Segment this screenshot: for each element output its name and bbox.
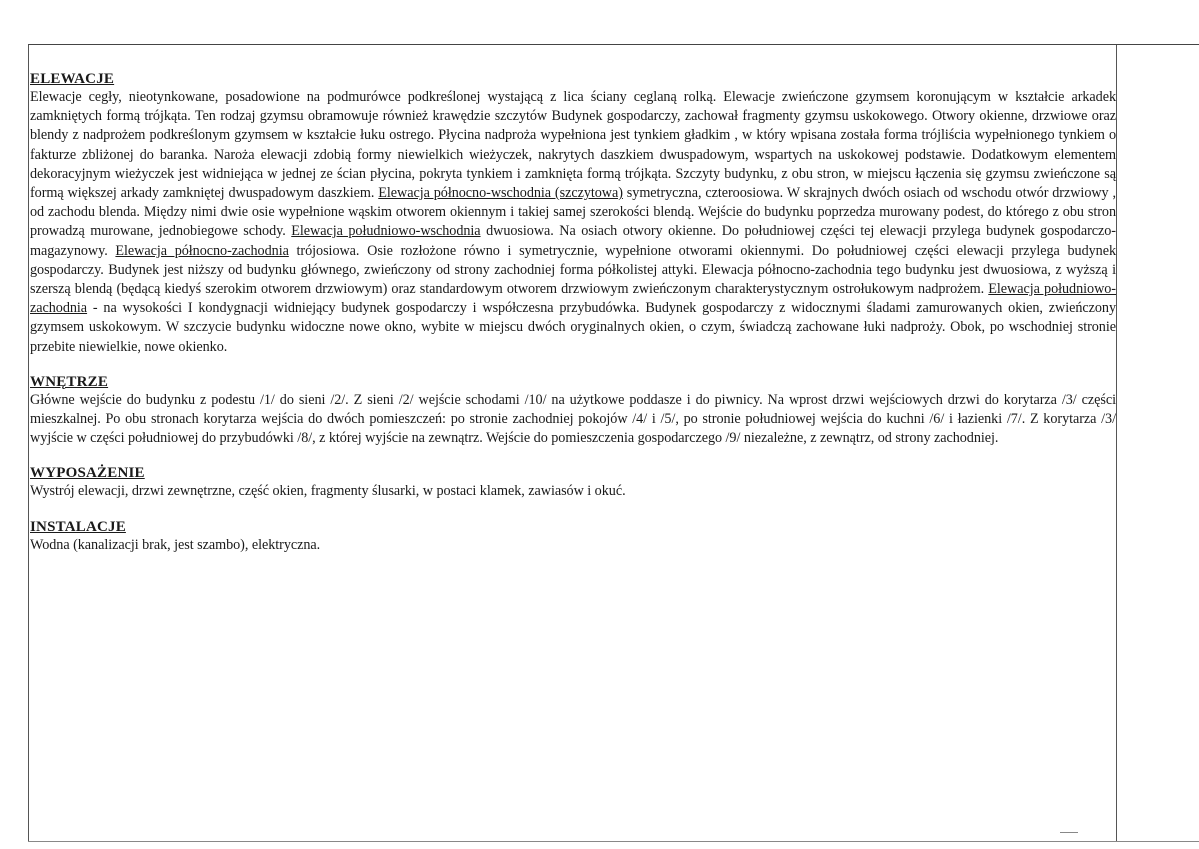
section-paragraph <box>30 482 1116 501</box>
frame-bottom-line <box>28 841 1199 842</box>
underlined-term: Elewacja południowo-wschodnia <box>291 223 481 240</box>
text-run: dwuosiowa. Na osiach otwory okienne. Do południowej części tej elewacji przylega budynek gospodarczo-magazynowy. <box>30 223 1116 259</box>
section-heading: WYPOSAŻENIE <box>30 465 145 482</box>
section-paragraph <box>30 536 1116 555</box>
text-run: trójosiowa. Osie rozłożone równo i symetrycznie, wypełnione otworami okiennymi. Do południowej części elewacji przylega budynek gospodarczy. Budynek jest niższy od budynku głównego, zwieńczony od strony zachodniej forma półkolistej attyki. Elewacja północno-zachodnia tego budynku jest dwuosiowa, z wyższą i szerszą blendą (będącą kiedyś szerokim otworem drzwiowym) oraz standardowym otworem drzwiowym zwieńczonym charakterystycznym ostrołukowym nadprożem. <box>30 242 1117 298</box>
section-instalacje <box>30 518 1116 555</box>
text-run: Główne wejście do budynku z podestu /1/ do sieni /2/. Z sieni /2/ wejście schodami /10/ na użytkowe poddasze i do piwnicy. Na wprost drzwi wejściowych drzwi do korytarza /3/ części mieszkalnej. Po obu stronach korytarza wejścia do dwóch pomieszczeń: po stronie zachodniej pokojów /4/ i /5/, po stronie południowej wejścia do kuchni /6/ i łazienki /7/. Z korytarza /3/ wyjście w części południowej do przybudówki /8/, z której wyjście na zewnątrz. Wejście do pomieszczenia gospodarczego /9/ niezależne, z zewnątrz, od strony zachodniej. <box>30 391 1116 447</box>
text-run: Elewacje cegły, nieotynkowane, posadowione na podmurówce podkreślonej wystającą z lica ściany ceglaną rolką. Elewacje zwieńczone gzymsem koronującym w kształcie arkadek zamkniętych formą trójkąta. Ten rodzaj gzymsu obramowuje również krawędzie szczytów Budynek gospodarczy, zachował fragmenty gzymsu uskokowego. Otwory okienne, drzwiowe oraz blendy z nadprożem podkreślonym gzymsem w kształcie łuku ostrego. Płycina nadproża wypełniona jest tynkiem gładkim , w który wpisana została forma trójliścia wypełnionego tynkiem o fakturze zbliżonej do baranka. Naroża elewacji zdobią formy niewielkich wieżyczek, nakrytych daszkiem dwuspadowym, wspartych na uskokowej podstawie. Dodatkowym elementem dekoracyjnym wieżyczek jest widniejąca w jednej ze ścian płycina, pokryta tynkiem i zamknięta formą trójkąta. Szczyty budynku, z obu stron, w miejscu łączenia się gzymsu zwieńczone są formą większej arkady zamkniętej dwuspadowym daszkiem. <box>30 89 1116 202</box>
section-paragraph <box>30 88 1116 357</box>
scan-mark <box>1060 832 1078 833</box>
underlined-term: Elewacja północno-wschodnia (szczytowa) <box>378 185 623 202</box>
section-wyposazenie <box>30 464 1116 501</box>
text-run: Wodna (kanalizacji brak, jest szambo), elektryczna. <box>30 536 321 553</box>
underlined-term: Elewacja północno-zachodnia <box>115 242 289 259</box>
text-run: symetryczna, czteroosiowa. W skrajnych dwóch osiach od wschodu otwór drzwiowy , od zachodu blenda. Między nimi dwie osie wypełnione wąskim otworem okiennym i takiej samej szerokości blendą. Wejście do budynku poprzedza murowany podest, do którego z obu stron prowadzą murowane, jednobiegowe schody. <box>30 185 1116 240</box>
text-run: Wystrój elewacji, drzwi zewnętrzne, część okien, fragmenty ślusarki, w postaci klamek, zawiasów i okuć. <box>30 483 626 500</box>
underlined-term: Elewacja południowo-zachodnia <box>30 281 1116 317</box>
document-body <box>30 70 1116 571</box>
section-wnetrze <box>30 373 1116 449</box>
text-run: - na wysokości I kondygnacji widniejący budynek gospodarczy i współczesna przybudówka. Budynek gospodarczy z widocznymi śladami zamurowanych okien, zwieńczony gzymsem uskokowym. W szczycie budynku widoczne nowe okno, wybite w miejscu dwóch oryginalnych okien, o czym, świadczą zachowane łuki nadproży. Obok, po wschodniej stronie przebite niewielkie, nowe okienko. <box>30 300 1116 355</box>
section-elewacje <box>30 70 1116 357</box>
frame-line-extension <box>1116 44 1199 45</box>
section-heading: WNĘTRZE <box>30 373 109 390</box>
section-heading: INSTALACJE <box>30 518 126 535</box>
section-paragraph <box>30 391 1116 449</box>
section-heading: ELEWACJE <box>30 71 115 87</box>
